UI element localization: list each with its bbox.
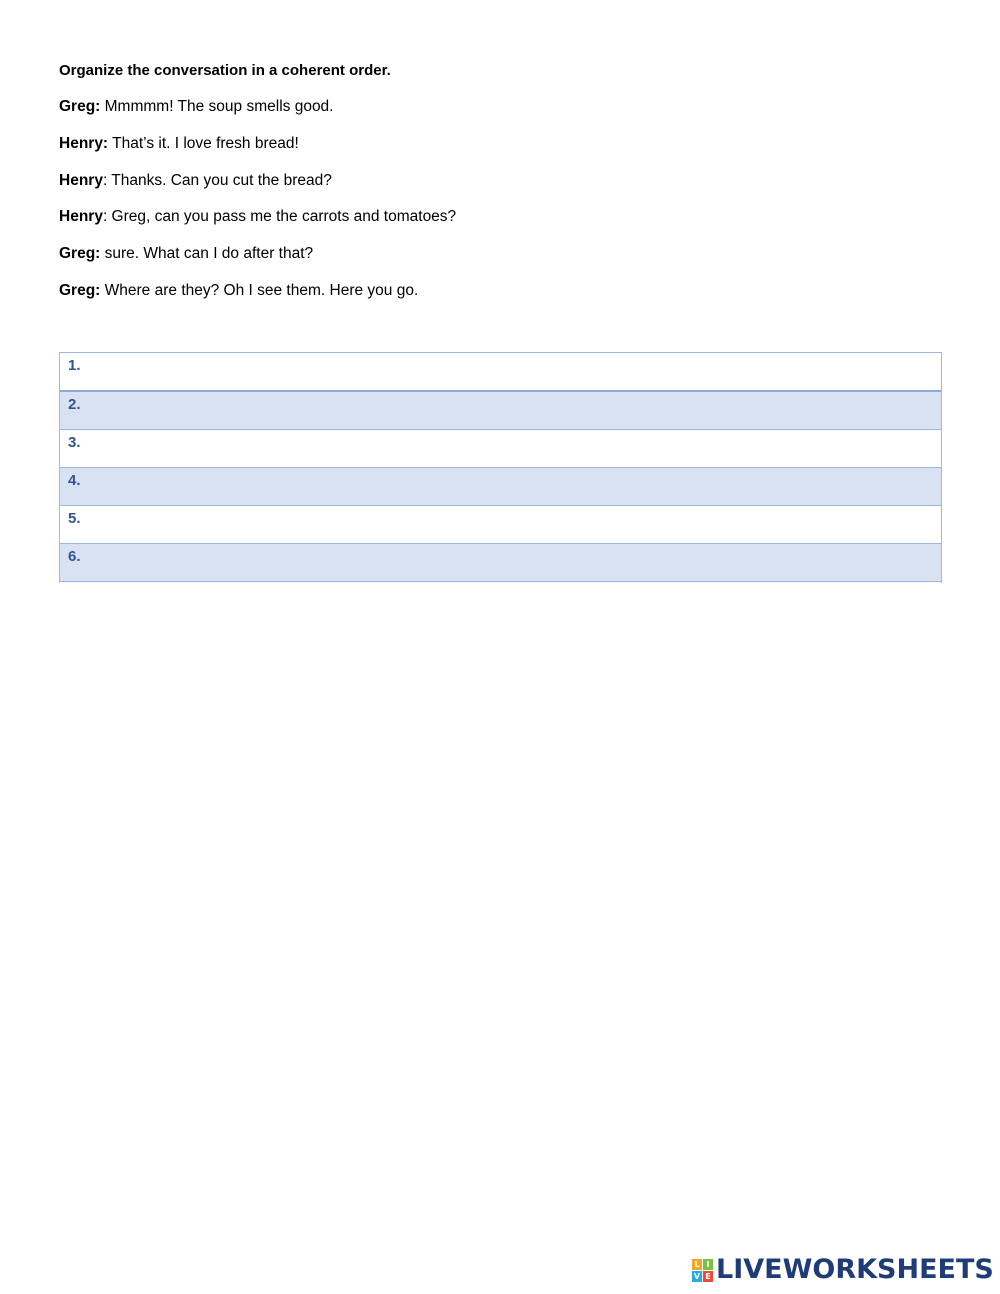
logo-mark-icon [692, 1259, 713, 1282]
answer-number: 6. [68, 548, 81, 565]
speaker-name: Greg: [59, 98, 101, 115]
answer-row-4 [60, 468, 941, 506]
logo-mark-letter: E [703, 1271, 713, 1282]
answer-row-3 [60, 430, 941, 468]
line-text: Mmmmm! The soup smells good. [100, 98, 334, 115]
answer-field-6[interactable] [90, 547, 937, 578]
liveworksheets-logo [692, 1256, 994, 1284]
logo-mark-letter: I [703, 1259, 713, 1270]
logo-text: LIVEWORKSHEETS [716, 1254, 994, 1285]
answer-field-2[interactable] [90, 395, 937, 426]
line-text: : Thanks. Can you cut the bread? [102, 172, 332, 189]
answer-number: 5. [68, 510, 81, 527]
answer-number: 2. [68, 396, 81, 413]
conversation-line [59, 134, 299, 154]
answer-number: 1. [68, 357, 81, 374]
logo-mark-letter: V [693, 1271, 701, 1281]
answer-row-2 [60, 392, 941, 430]
answer-row-5 [60, 506, 941, 544]
answer-number: 4. [68, 472, 81, 489]
answer-table [59, 352, 942, 583]
conversation-line [59, 207, 456, 227]
logo-mark-letter: L [692, 1259, 702, 1270]
conversation-line [59, 97, 334, 117]
conversation-line [59, 171, 332, 191]
answer-row-6 [60, 544, 941, 582]
speaker-name: Henry [59, 208, 103, 225]
instruction-heading: Organize the conversation in a coherent order. [59, 62, 391, 79]
answer-field-5[interactable] [90, 509, 937, 540]
speaker-name: Henry [59, 172, 103, 189]
line-text: sure. What can I do after that? [100, 245, 314, 262]
conversation-line [59, 281, 418, 301]
answer-field-1[interactable] [90, 356, 937, 387]
answer-field-4[interactable] [90, 471, 937, 502]
line-text: That’s it. I love fresh bread! [108, 135, 299, 152]
speaker-name: Henry: [59, 135, 109, 152]
answer-number: 3. [68, 434, 81, 451]
speaker-name: Greg: [59, 245, 101, 262]
line-text: Where are they? Oh I see them. Here you go. [100, 282, 419, 299]
answer-field-3[interactable] [90, 433, 937, 464]
line-text: : Greg, can you pass me the carrots and tomatoes? [102, 208, 457, 225]
conversation-line [59, 244, 313, 264]
answer-row-1 [60, 353, 941, 392]
speaker-name: Greg: [59, 282, 101, 299]
